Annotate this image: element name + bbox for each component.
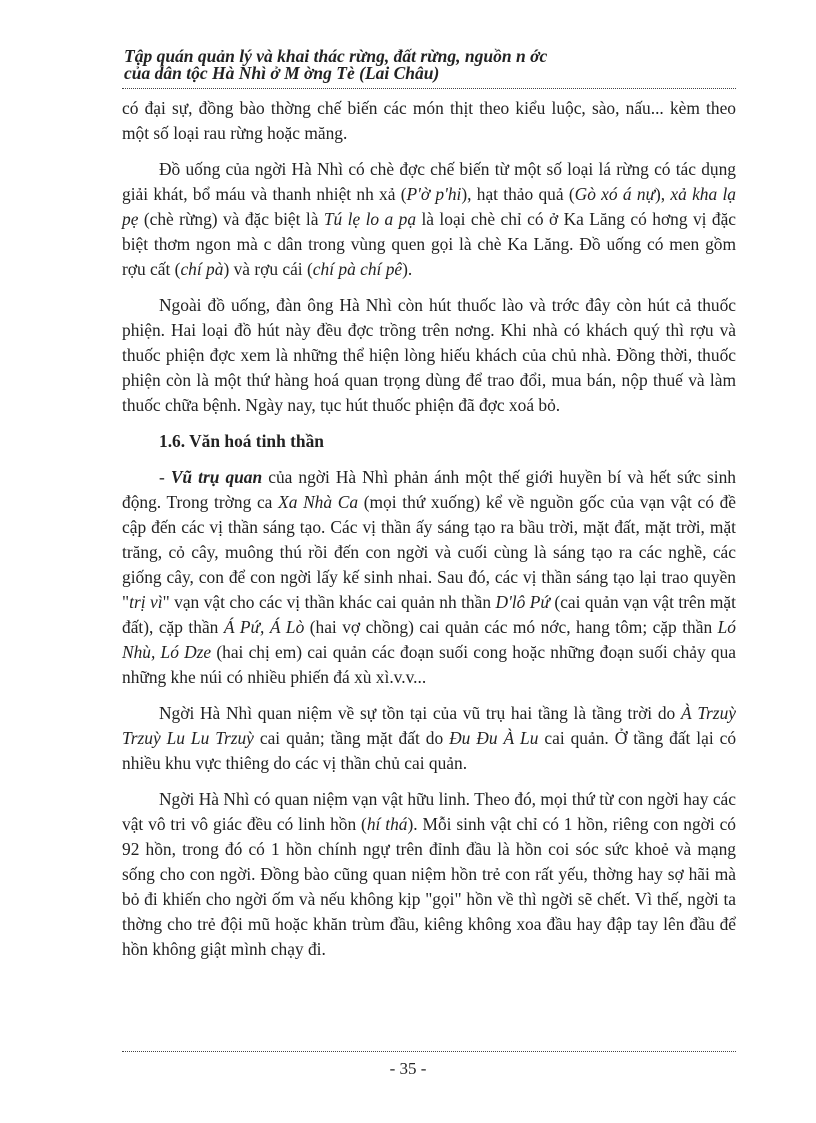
text-run: ). <box>402 259 413 279</box>
paragraph <box>122 293 736 418</box>
text-run: (cai quản vạn vật trên mặt đất), cặp thần <box>122 592 736 637</box>
text-run: D'lô Pứ <box>495 592 550 612</box>
header-line-2: của dân tộc Hà Nhì ở M ờng Tè (Lai Châu) <box>124 63 440 83</box>
section-heading: 1.6. Văn hoá tinh thần <box>159 431 324 451</box>
text-run: À Trzuỳ Trzuỳ Lu Lu Trzuỳ <box>122 703 736 748</box>
text-run: xả kha lạ pẹ <box>122 184 736 229</box>
text-run: Vũ trụ quan <box>170 467 263 487</box>
header-line-1: Tập quán quản lý và khai thác rừng, đất rừng, nguồn n ớc <box>124 46 548 66</box>
text-run: P'ờ p'hi <box>406 184 462 204</box>
text-run: chí pà chí pê <box>312 259 403 279</box>
paragraph <box>122 465 736 690</box>
text-run: Ngời Hà Nhì quan niệm về sự tồn tại của vũ trụ hai tầng là tầng trời do <box>159 703 681 723</box>
text-run: (chè rừng) và đặc biệt là <box>138 209 324 229</box>
paragraph <box>122 787 736 962</box>
text-run: Ló Nhù, Ló Dze <box>122 617 736 662</box>
footer-divider <box>122 1051 736 1052</box>
text-run: ), hạt thảo quả ( <box>461 184 575 204</box>
text-run: Tú lẹ lo a pạ <box>323 209 417 229</box>
text-run: của ngời Hà Nhì phản ánh một thế giới huyền bí và hết sức sinh động. Trong trờng ca <box>122 467 736 512</box>
header-divider <box>122 88 736 89</box>
text-run: trị vì <box>129 592 163 612</box>
text-run: Đồ uống của ngời Hà Nhì có chè đợc chế biến từ một số loại lá rừng có tác dụng giải khát, bổ máu và thanh nhiệt nh xả ( <box>122 159 736 204</box>
text-run: ) và rợu cái ( <box>223 259 313 279</box>
body-text <box>122 96 736 973</box>
text-run: (hai vợ chồng) cai quản các mó nớc, hang tôm; cặp thần <box>304 617 718 637</box>
text-run: cai quản. Ở tầng đất lại có nhiều khu vực thiêng do các vị thần chủ cai quản. <box>122 728 737 773</box>
text-run: ). Mỗi sinh vật chỉ có 1 hồn, riêng con ngời có 92 hồn, trong đó có 1 hồn chính ngự trên đỉnh đầu là hồn coi sóc sức khoẻ và mạng sống cho con ngời. Đồng bào cũng quan niệm hồn trẻ con rất yếu, thờng hay sợ hãi mà bỏ đi khiến cho ngời ốm và nếu không kịp "gọi" hồn về thì ngời sẽ chết. Vì thế, ngời ta thờng cho trẻ đội mũ hoặc khăn trùm đầu, kiêng không xoa đầu hay đập tay lên đầu để hồn không giật mình chạy đi. <box>122 814 737 959</box>
paragraph <box>122 157 736 282</box>
text-run: ), <box>655 184 671 204</box>
running-header <box>124 48 736 82</box>
text-run: có đại sự, đồng bào thờng chế biến các món thịt theo kiểu luộc, sào, nấu... kèm theo một số loại rau rừng hoặc măng. <box>122 98 736 143</box>
text-run: cai quản; tầng mặt đất do <box>253 728 450 748</box>
text-run: " vạn vật cho các vị thần khác cai quản nh thần <box>162 592 496 612</box>
text-run: - <box>159 467 171 487</box>
text-run: chí pà <box>180 259 224 279</box>
text-run: Ngoài đồ uống, đàn ông Hà Nhì còn hút thuốc lào và trớc đây còn hút cả thuốc phiện. Hai loại đồ hút này đều đợc trồng trên nơng. Khi nhà có khách quý thì rợu và thuốc phiện đợc xem là những thể hiện lòng hiếu khách của chủ nhà. Đồng thời, thuốc phiện còn là một thứ hàng hoá quan trọng dùng để trao đổi, mua bán, nộp thuế và làm thuốc chữa bệnh. Ngày nay, tục hút thuốc phiện đã đợc xoá bỏ. <box>122 295 736 415</box>
page-number: - 35 - <box>389 1059 427 1078</box>
paragraph <box>122 701 736 776</box>
text-run: Á Pứ, Á Lò <box>223 617 305 637</box>
text-run: (mọi thứ xuống) kể về nguồn gốc của vạn vật có đề cập đến các vị thần sáng tạo. Các vị thần ấy sáng tạo ra bầu trời, mặt đất, mặt trời, mặt trăng, cỏ cây, muông thú rồi đến con ngời và cuối cùng là sáng tạo ra các nghề, các giống cây, con để con ngời lấy kế sinh nhai. Sau đó, các vị thần sáng tạo lại trao quyền " <box>122 492 736 612</box>
text-run: Xa Nhà Ca <box>278 492 359 512</box>
text-run: (hai chị em) cai quản các đoạn suối cong hoặc những đoạn suối chảy qua những khe núi có nhiều phiến đá xù xì.v.v... <box>122 642 736 687</box>
text-run: là loại chè chỉ có ở Ka Lăng có hơng vị đặc biệt thơm ngon mà c dân trong vùng quen gọi là chè Ka Lăng. Đồ uống có men gồm rợu cất ( <box>122 209 737 279</box>
text-run: hí thá <box>366 814 408 834</box>
text-run: Ngời Hà Nhì có quan niệm vạn vật hữu linh. Theo đó, mọi thứ từ con ngời hay các vật vô tri vô giác đều có linh hồn ( <box>122 789 736 834</box>
text-run: Gò xó á nự <box>574 184 655 204</box>
text-run: Đu Đu À Lu <box>449 728 539 748</box>
paragraph <box>122 96 736 146</box>
